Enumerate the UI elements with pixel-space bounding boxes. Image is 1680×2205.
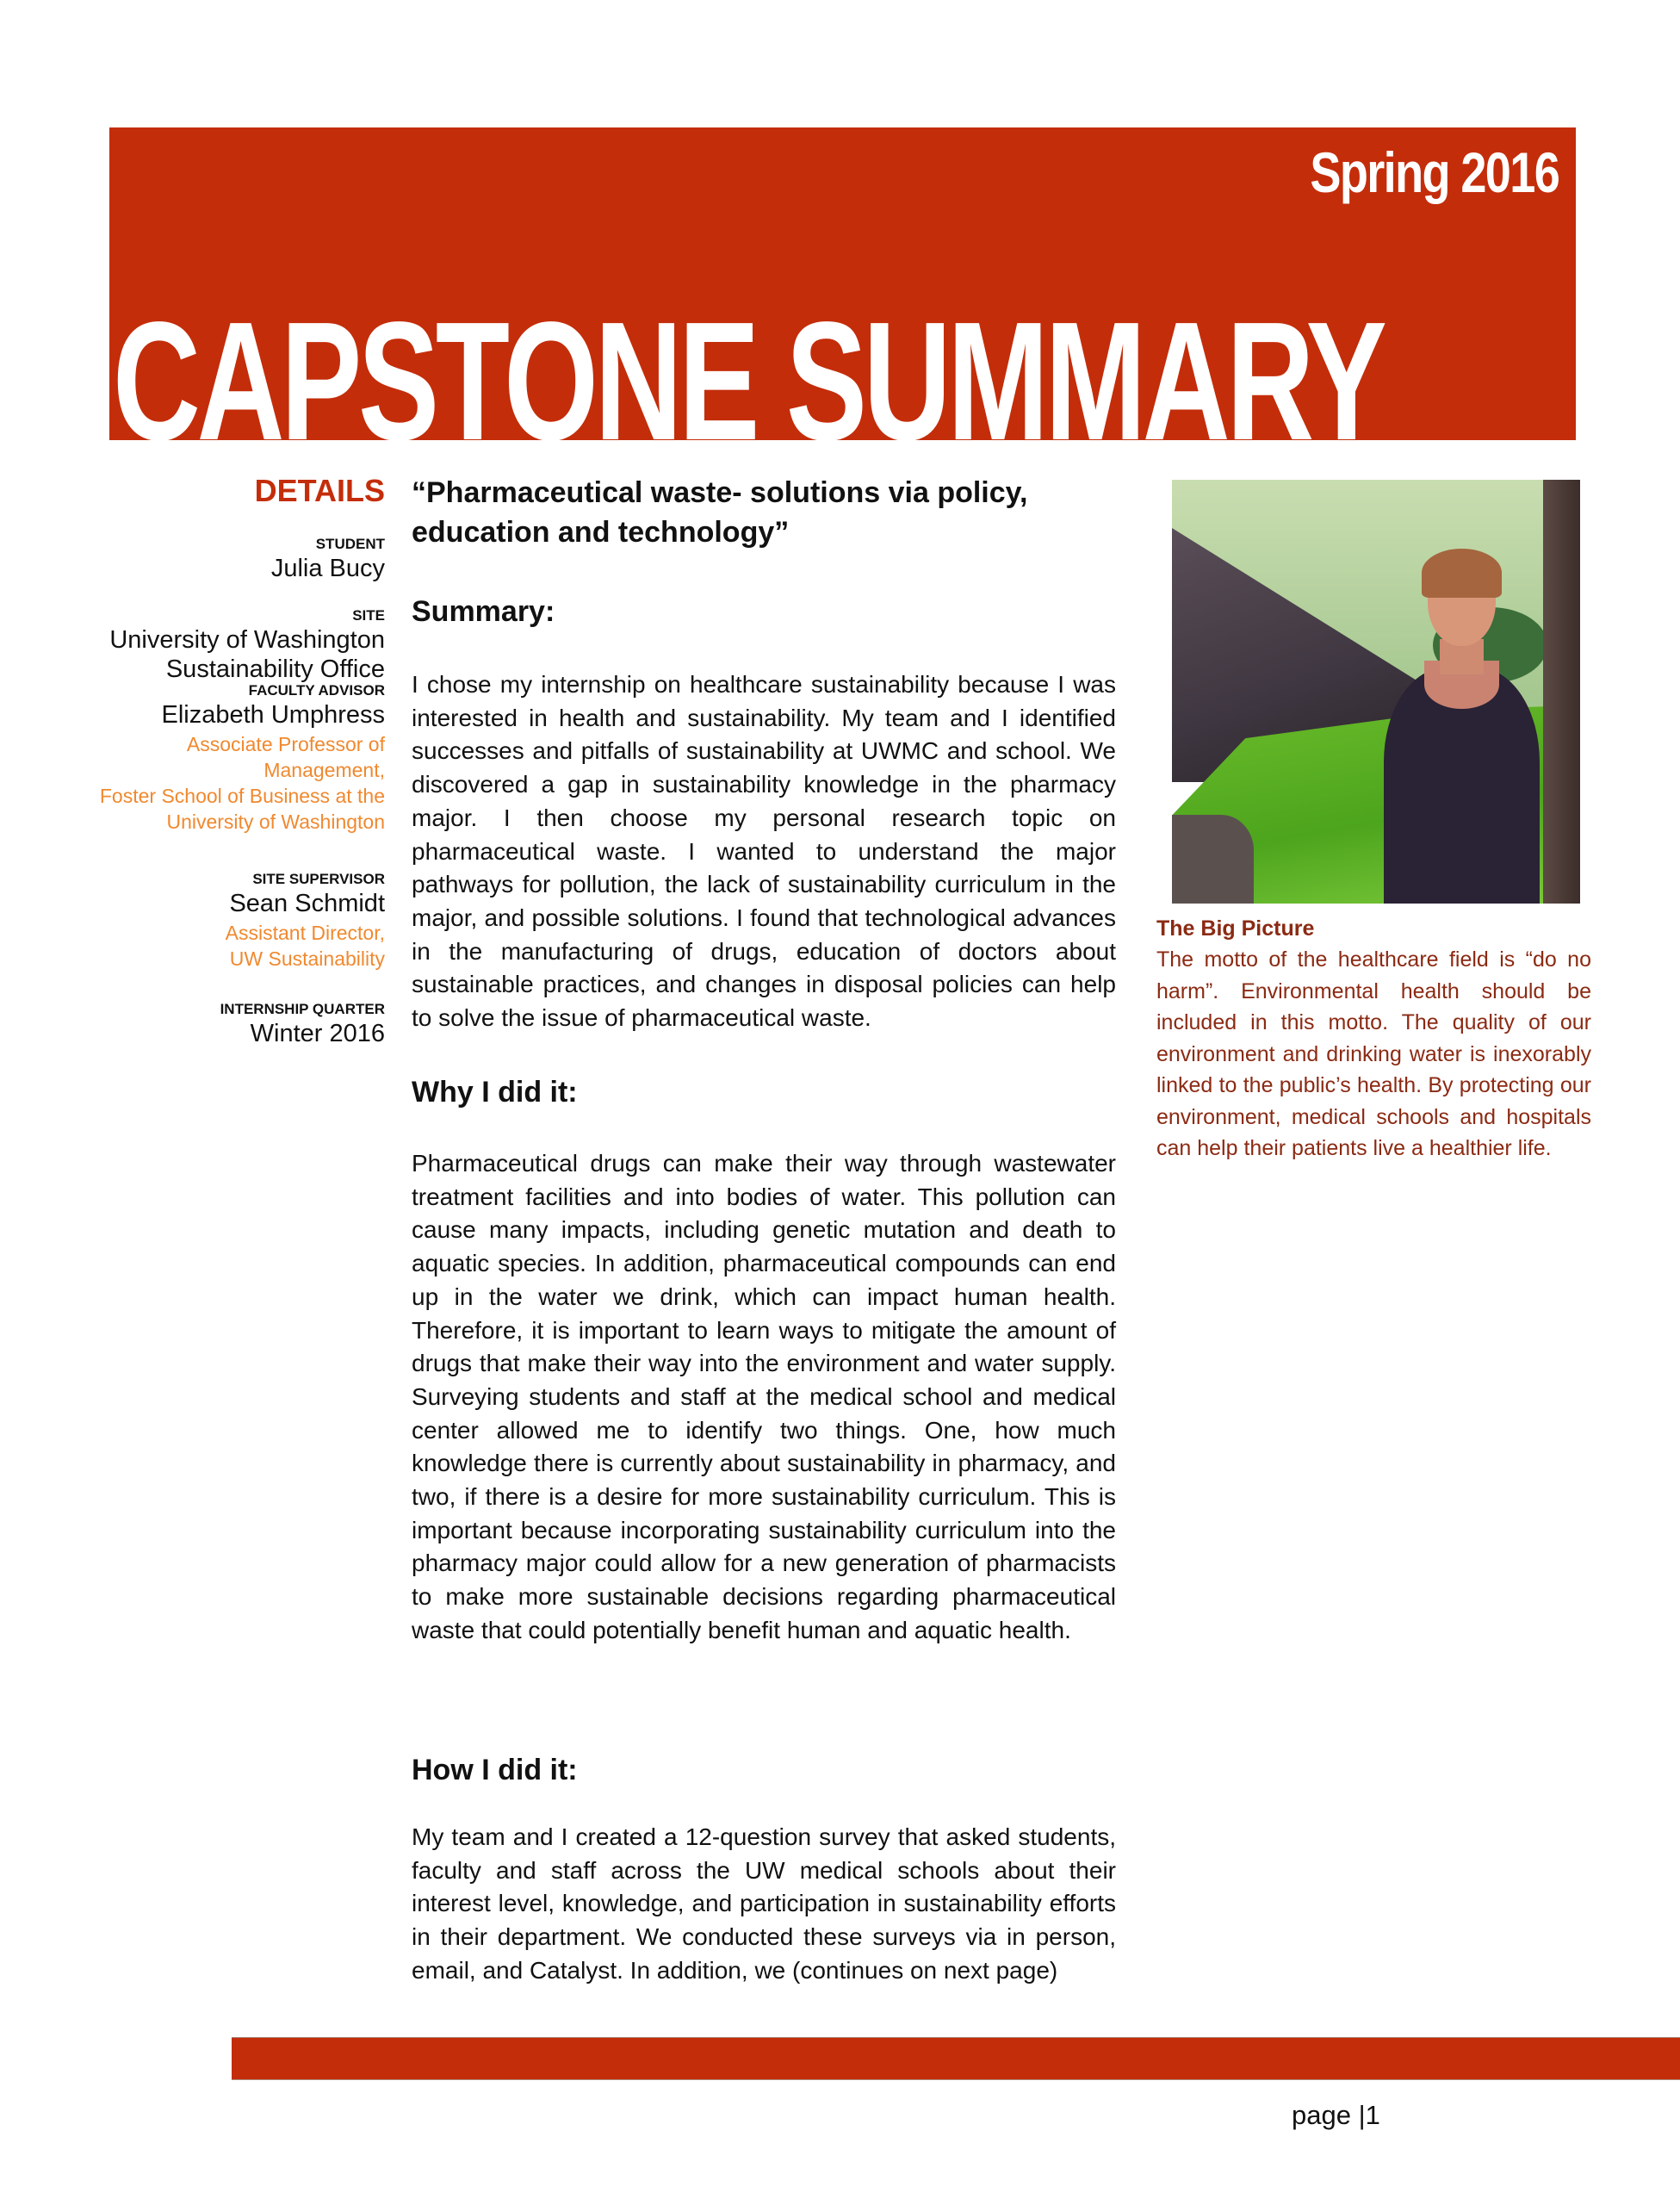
internship-quarter-value: Winter 2016 — [250, 1020, 385, 1047]
capstone-title — [412, 473, 1116, 552]
why-text: Pharmaceutical drugs can make their way through wastewater treatment facilities and into bodies of water. This pollution can cause many impacts, including genetic mutation and death to aquatic species. In addition, pharmaceutical compounds can end up in the water we drink, which can impact human health. Therefore, it is important to learn ways to mitigate the amount of drugs that make their way into the environment and water supply. Surveying students and staff at the medical school and medical center allowed me to identify two things. One, how much knowledge there is currently about sustainability in pharmacy, and two, if there is a desire for more sustainability curriculum. This is important because incorporating sustainability curriculum into the pharmacy major could allow for a new generation of pharmacists to make more sustainable decisions regarding pharmaceutical waste that could potentially benefit human and aquatic health. — [412, 1150, 1116, 1643]
season-label: Spring 2016 — [1310, 140, 1559, 204]
page-number: page |1 — [1292, 2100, 1380, 2130]
summary-text: I chose my internship on healthcare sustainability because I was interested in health and sustainability. My team and I identified successes and pitfalls of sustainability at UWMC and school. We discovered a gap in sustainability knowledge in the pharmacy major. I then choose my personal research topic on pharmaceutical waste. I wanted to understand the major pathways for pollution, the lack of sustainability curriculum in the major, and possible solutions. I found that technological advances in the manufacturing of drugs, education of doctors about sustainable practices, and changes in disposal policies can help to solve the issue of pharmaceutical waste. — [412, 671, 1116, 1032]
how-text: My team and I created a 12-question survey that asked students, faculty and staff across the UW medical schools about their interest level, knowledge, and participation in sustainability efforts in their department. We conducted these surveys via in person, email, and Catalyst. In addition, we (continues on next page) — [412, 1823, 1116, 1984]
summary-heading: Summary: — [412, 595, 555, 628]
details-sidebar — [52, 472, 385, 1050]
site-line-1: University of Washington — [109, 626, 385, 654]
big-picture-box — [1156, 913, 1591, 1165]
page-title: CAPSTONE SUMMARY — [113, 287, 1384, 440]
faculty-advisor-label: FACULTY ADVISOR — [248, 682, 385, 699]
faculty-advisor-title-3: Foster School of Business at the — [99, 785, 385, 807]
site-supervisor-name: Sean Schmidt — [229, 890, 385, 917]
site-line-2: Sustainability Office — [165, 655, 385, 683]
site-label: SITE — [352, 607, 385, 624]
photo-pillar — [1543, 480, 1580, 904]
faculty-advisor-title-4: University of Washington — [166, 811, 385, 833]
internship-quarter-label: INTERNSHIP QUARTER — [220, 1001, 385, 1017]
capstone-title-line-2: education and technology” — [412, 516, 790, 549]
site-supervisor-title-1: Assistant Director, — [225, 922, 385, 944]
header-banner — [109, 127, 1576, 440]
student-photo — [1172, 480, 1580, 904]
big-picture-text: The motto of the healthcare field is “do no harm”. Environmental health should be included in this motto. The quality of our environment and drinking water is inexorably linked to the public’s health. By protecting our environment, medical schools and hospitals can help their patients live a healthier life. — [1156, 947, 1591, 1160]
student-name: Julia Bucy — [270, 555, 385, 582]
big-picture-heading: The Big Picture — [1156, 916, 1315, 941]
photo-person — [1384, 556, 1539, 904]
footer-bar — [232, 2037, 1680, 2080]
how-heading: How I did it: — [412, 1754, 578, 1786]
faculty-advisor-name: Elizabeth Umphress — [161, 701, 385, 729]
capstone-title-line-1: “Pharmaceutical waste- solutions via policy, — [412, 476, 1028, 509]
why-heading: Why I did it: — [412, 1076, 578, 1109]
student-label: STUDENT — [315, 536, 385, 552]
photo-rock — [1172, 815, 1254, 904]
faculty-advisor-title-2: Management, — [263, 759, 385, 781]
site-supervisor-title-2: UW Sustainability — [229, 947, 385, 970]
site-supervisor-label: SITE SUPERVISOR — [252, 871, 385, 887]
details-heading: DETAILS — [254, 473, 385, 508]
faculty-advisor-title-1: Associate Professor of — [186, 733, 385, 755]
person-hair — [1422, 549, 1503, 597]
